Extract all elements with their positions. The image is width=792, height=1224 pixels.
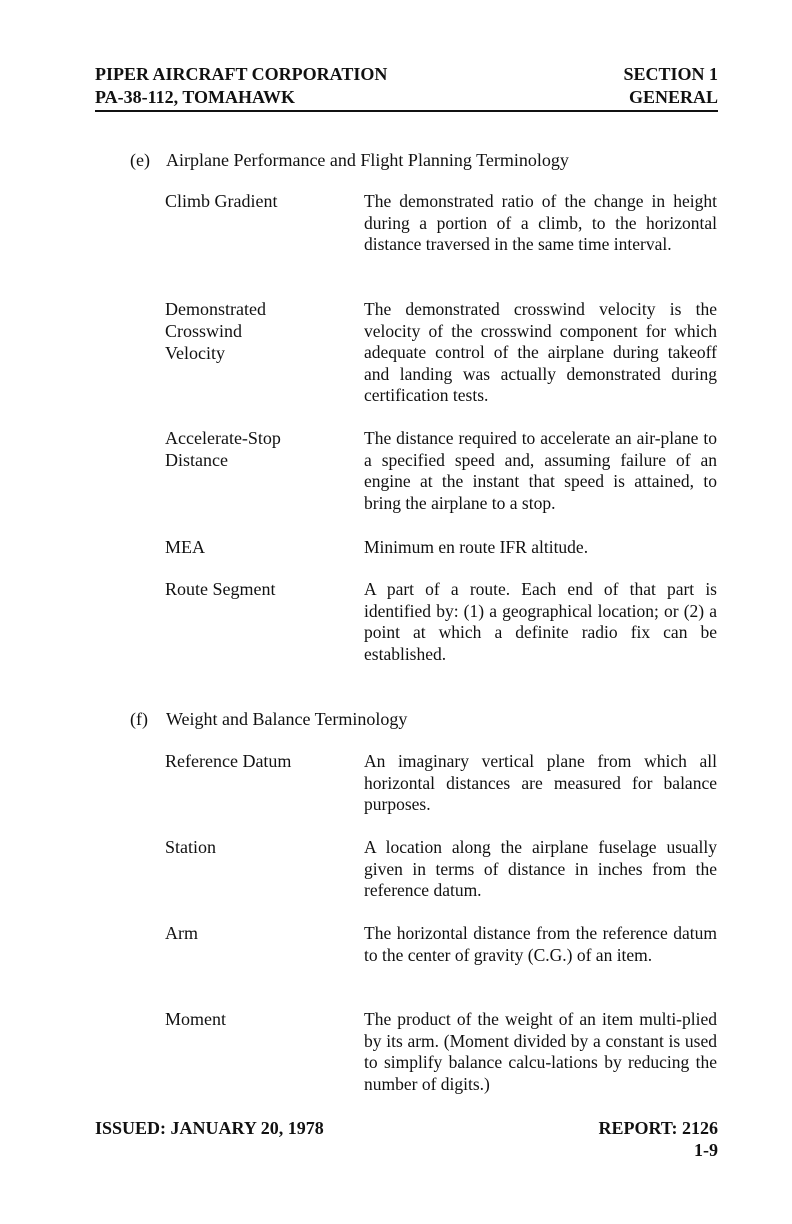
term-station: Station — [165, 837, 217, 857]
term-arm: Arm — [165, 923, 198, 943]
header-divider — [95, 110, 718, 112]
term-moment: Moment — [165, 1009, 226, 1029]
term-accelerate-stop-distance: Accelerate-Stop Distance — [165, 428, 281, 470]
term-mea: MEA — [165, 537, 205, 557]
section-title-e — [130, 149, 569, 171]
section-letter: (e) — [130, 150, 150, 170]
section-number: SECTION 1 — [623, 64, 718, 84]
definition-demonstrated-crosswind-velocity: The demonstrated crosswind velocity is the velocity of the crosswind component for which adequate control of the airplane during takeoff and landing was actually demonstrated during certification tests. — [364, 299, 717, 406]
definition-accelerate-stop-distance: The distance required to accelerate an air-plane to a specified speed and, assuming failure of an engine at the instant that speed is attained, to bring the airplane to a stop. — [364, 428, 717, 513]
definition-route-segment: A part of a route. Each end of that part is identified by: (1) a geographical location; or (2) a point at which a definite radio fix can be established. — [364, 579, 717, 664]
definition-station: A location along the airplane fuselage usually given in terms of distance in inches from the reference datum. — [364, 837, 717, 901]
section-heading: Weight and Balance Terminology — [166, 709, 408, 729]
section-name: GENERAL — [628, 87, 718, 107]
issued-date: ISSUED: JANUARY 20, 1978 — [95, 1118, 324, 1138]
definition-mea: Minimum en route IFR altitude. — [364, 537, 589, 557]
page-number: 1-9 — [694, 1140, 718, 1160]
term-route-segment: Route Segment — [165, 579, 276, 599]
term-reference-datum: Reference Datum — [165, 751, 292, 771]
aircraft-model: PA-38-112, TOMAHAWK — [95, 87, 296, 107]
report-number: REPORT: 2126 — [598, 1118, 718, 1138]
definition-arm: The horizontal distance from the reference datum to the center of gravity (C.G.) of an item. — [364, 923, 717, 965]
company-name: PIPER AIRCRAFT CORPORATION — [95, 64, 388, 84]
definition-climb-gradient: The demonstrated ratio of the change in height during a portion of a climb, to the horizontal distance traversed in the same time interval. — [364, 191, 717, 255]
term-climb-gradient: Climb Gradient — [165, 191, 278, 211]
section-letter: (f) — [130, 709, 148, 729]
term-demonstrated-crosswind-velocity: Demonstrated Crosswind Velocity — [165, 299, 266, 363]
section-heading: Airplane Performance and Flight Planning Terminology — [166, 150, 569, 170]
definition-moment: The product of the weight of an item multi-plied by its arm. (Moment divided by a constant is used to simplify balance calcu-lations by reducing the number of digits.) — [364, 1009, 717, 1094]
section-title-f — [130, 708, 407, 730]
definition-reference-datum: An imaginary vertical plane from which all horizontal distances are measured for balance purposes. — [364, 751, 717, 815]
